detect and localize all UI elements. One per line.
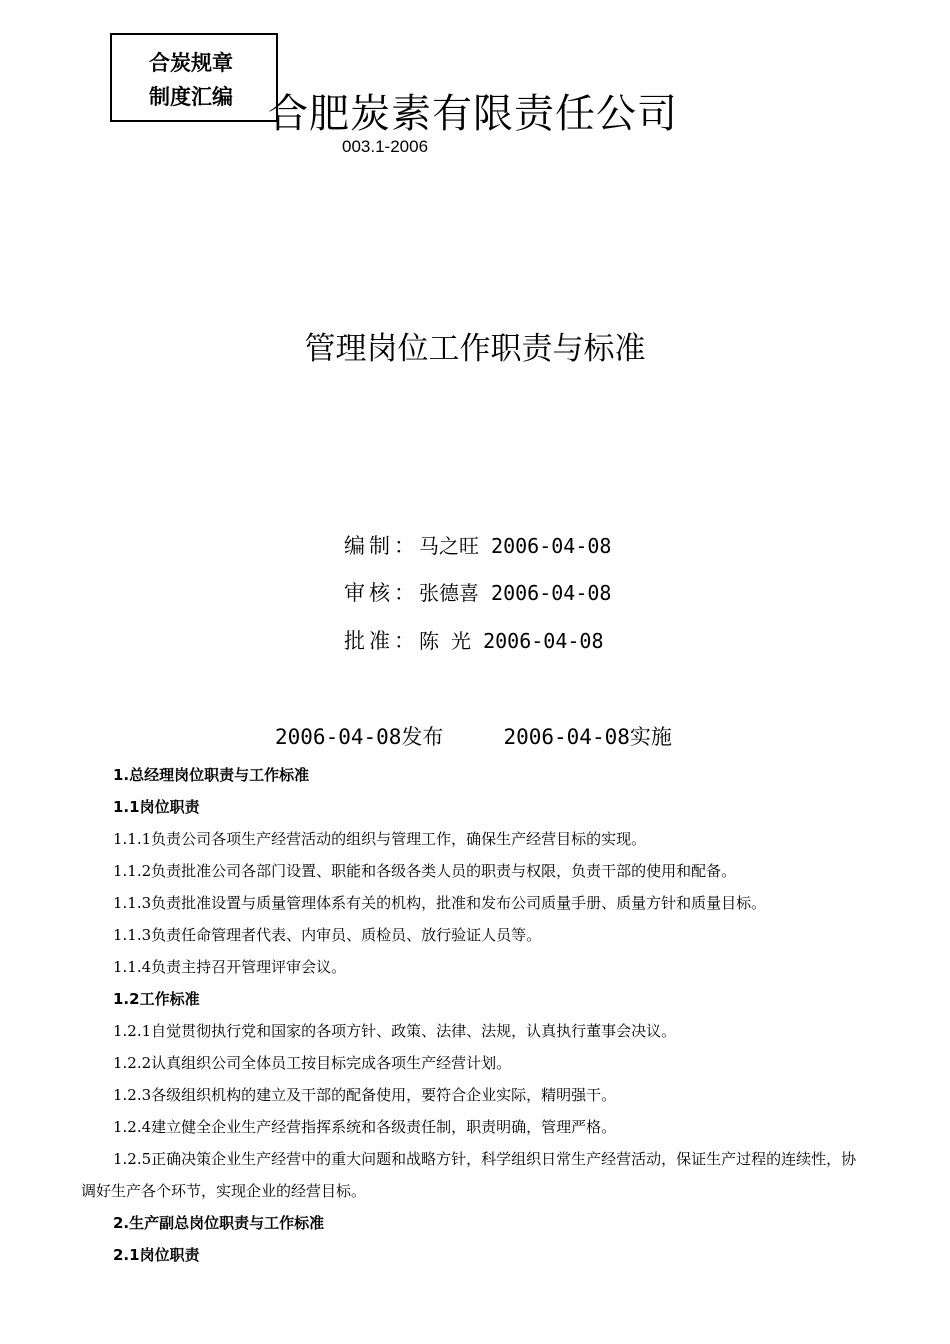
- signoff-prepared: [344, 531, 611, 561]
- signoff-label: 审核：: [344, 581, 419, 605]
- list-item: 1.1.3负责任命管理者代表、内审员、质检员、放行验证人员等。: [113, 926, 542, 944]
- list-item: 1.1.4负责主持召开管理评审会议。: [113, 958, 347, 976]
- stamp-line-1: 合炭规章: [149, 51, 233, 75]
- regulation-stamp: [110, 33, 278, 122]
- stamp-line-2: 制度汇编: [149, 85, 233, 109]
- signoff-value: 张德喜 2006-04-08: [419, 581, 612, 605]
- document-title: 管理岗位工作职责与标准: [304, 331, 646, 367]
- company-name: 合肥炭素有限责任公司: [268, 91, 678, 137]
- signoff-value: 马之旺 2006-04-08: [419, 534, 612, 558]
- effective-date: 2006-04-08实施: [503, 725, 672, 749]
- list-item: 1.2.4建立健全企业生产经营指挥系统和各级责任制，职责明确，管理严格。: [113, 1118, 617, 1136]
- signoff-reviewed: [344, 578, 611, 608]
- list-item: 1.2.1自觉贯彻执行党和国家的各项方针、政策、法律、法规，认真执行董事会决议。: [113, 1022, 677, 1040]
- section-heading: 2.生产副总岗位职责与工作标准: [113, 1214, 325, 1232]
- subsection-heading: 1.1岗位职责: [113, 798, 200, 816]
- release-dates: [275, 722, 672, 752]
- list-item: 1.2.2认真组织公司全体员工按目标完成各项生产经营计划。: [113, 1054, 512, 1072]
- publish-date: 2006-04-08发布: [275, 725, 444, 749]
- list-item: 1.1.2负责批准公司各部门设置、职能和各级各类人员的职责与权限，负责干部的使用和配备。: [113, 862, 737, 880]
- paragraph: 1.2.5正确决策企业生产经营中的重大问题和战略方针，科学组织日常生产经营活动，保证生产过程的连续性，协调好生产各个环节，实现企业的经营目标。: [81, 1150, 857, 1200]
- subsection-heading: 2.1岗位职责: [113, 1246, 200, 1264]
- signoff-value: 陈 光 2006-04-08: [419, 629, 604, 653]
- signoff-label: 批准：: [344, 629, 419, 653]
- signoff-approved: [344, 626, 604, 656]
- document-code: 003.1-2006: [342, 137, 429, 156]
- list-item: 1.2.3各级组织机构的建立及干部的配备使用，要符合企业实际，精明强干。: [113, 1086, 617, 1104]
- subsection-heading: 1.2工作标准: [113, 990, 200, 1008]
- signoff-label: 编制：: [344, 534, 419, 558]
- list-item: 1.1.1负责公司各项生产经营活动的组织与管理工作，确保生产经营目标的实现。: [113, 830, 647, 848]
- list-item: 1.1.3负责批准设置与质量管理体系有关的机构，批准和发布公司质量手册、质量方针和质量目标。: [113, 894, 767, 912]
- section-heading: 1.总经理岗位职责与工作标准: [113, 766, 310, 784]
